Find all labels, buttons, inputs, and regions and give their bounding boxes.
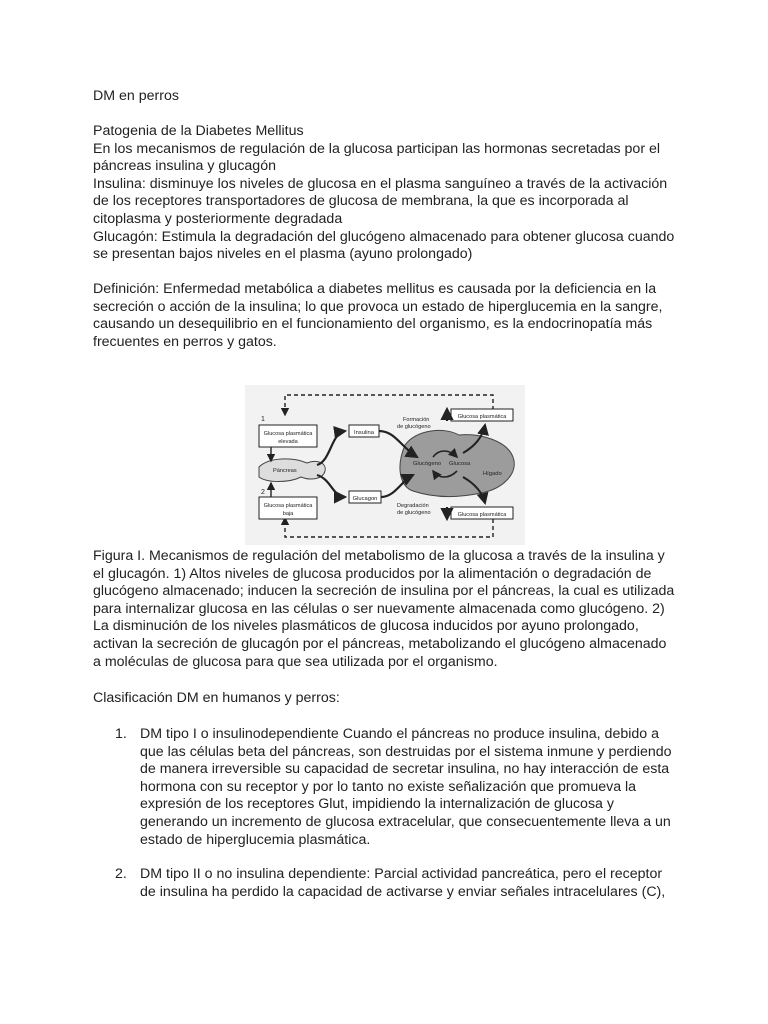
figure-caption bbox=[93, 548, 683, 671]
label-high-1: Glucosa plasmática bbox=[263, 431, 313, 437]
label-pancreas: Páncreas bbox=[273, 468, 297, 474]
label-formacion-2: de glucógeno bbox=[397, 424, 431, 430]
text-line: de insulina ha perdido la capacidad de activarse y enviar señales intracelulares (C), bbox=[140, 883, 666, 900]
label-degradacion-1: Degradación bbox=[397, 503, 429, 509]
label-plasma-down: Glucosa plasmática bbox=[457, 512, 507, 518]
text-line: secreción o acción de la insulina; lo que provoca un estado de hiperglucemia en la sangre, bbox=[93, 298, 663, 315]
text-line: que las células beta del páncreas, son destruidas por el sistema inmune y perdiendo bbox=[140, 743, 672, 760]
text-line: de manera irreversible su capacidad de secretar insulina, no hay interacción de esta bbox=[140, 761, 670, 778]
list-item bbox=[93, 866, 683, 901]
label-step-1: 1 bbox=[261, 416, 265, 423]
glucose-regulation-diagram bbox=[245, 385, 525, 545]
text-line: de los receptores transportadores de glucosa de membrana, la que es incorporada al bbox=[93, 193, 629, 210]
glucose-regulation-figure bbox=[245, 385, 525, 545]
label-high-2: elevada bbox=[278, 439, 298, 445]
text-line: expresión de los receptores Glut, impidiendo la internalización de glucosa y bbox=[140, 796, 614, 813]
text-line: frecuentes en perros y gatos. bbox=[93, 333, 277, 350]
text-line: Insulina: disminuye los niveles de glucosa en el plasma sanguíneo a través de la activación bbox=[93, 175, 668, 192]
text-line: causando un desequilibrio en el funcionamiento del organismo, es la endocrinopatía más bbox=[93, 316, 653, 333]
caption-line: a moléculas de glucosa para que sea utilizada por el organismo. bbox=[93, 653, 498, 670]
label-step-2: 2 bbox=[261, 489, 265, 496]
label-glucagon: Glucagon bbox=[352, 496, 378, 502]
caption-line: glucógeno almacenado; inducen la secreción de insulina por el páncreas, la cual es utilizada bbox=[93, 583, 675, 600]
list-number: 1. bbox=[115, 726, 127, 742]
text-line: DM tipo II o no insulina dependiente: Parcial actividad pancreática, pero el receptor bbox=[140, 866, 663, 883]
list-number: 2. bbox=[115, 866, 127, 883]
text-line: hormona con su receptor y por lo tanto no existe señalización que promueva la bbox=[140, 778, 637, 795]
caption-line: La disminución de los niveles plasmáticos de glucosa inducidos por ayuno prolongado, bbox=[93, 618, 639, 635]
text-line: páncreas insulina y glucagón bbox=[93, 158, 276, 175]
text-line: En los mecanismos de regulación de la glucosa participan las hormonas secretadas por el bbox=[93, 140, 661, 157]
text-line: generando un incremento de glucosa extracelular, que consecuentemente lleva a un bbox=[140, 813, 671, 830]
text-line: citoplasma y posteriormente degradada bbox=[93, 210, 343, 227]
label-insulina: Insulina bbox=[354, 430, 374, 436]
caption-line: para internalizar glucosa en las células o ser nuevamente almacenada como glucógeno. 2) bbox=[93, 600, 665, 617]
label-plasma-up: Glucosa plasmática bbox=[457, 414, 507, 420]
section-patogenia bbox=[93, 123, 683, 264]
section-heading: Patogenia de la Diabetes Mellitus bbox=[93, 123, 304, 139]
caption-line: el glucagón. 1) Altos niveles de glucosa producidos por la alimentación o degradación de bbox=[93, 565, 652, 582]
text-line: estado de hiperglucemia plasmática. bbox=[140, 831, 371, 848]
caption-line: Figura I. Mecanismos de regulación del metabolismo de la glucosa a través de la insulina y bbox=[93, 548, 665, 564]
text-line: Definición: Enfermedad metabólica a diabetes mellitus es causada por la deficiencia en la bbox=[93, 281, 657, 297]
label-higado: Hígado bbox=[483, 471, 502, 477]
text-line: DM tipo I o insulinodependiente Cuando el páncreas no produce insulina, debido a bbox=[140, 726, 659, 742]
label-formacion-1: Formación bbox=[403, 417, 430, 423]
classification-list bbox=[93, 726, 683, 901]
label-low-1: Glucosa plasmática bbox=[263, 503, 313, 509]
document-title: DM en perros bbox=[93, 88, 179, 104]
label-degradacion-2: de glucógeno bbox=[397, 510, 431, 516]
text-line: Glucagón: Estimula la degradación del glucógeno almacenado para obtener glucosa cuando bbox=[93, 228, 675, 245]
text-line: se presentan bajos niveles en el plasma (ayuno prolongado) bbox=[93, 246, 473, 263]
list-item bbox=[93, 726, 683, 849]
section-definicion bbox=[93, 281, 683, 351]
label-glucosa: Glucosa bbox=[449, 461, 471, 467]
label-glucogeno: Glucógeno bbox=[413, 461, 442, 467]
caption-line: activan la secreción de glucagón por el páncreas, metabolizando el glucógeno almacenado bbox=[93, 635, 667, 652]
classification-heading: Clasificación DM en humanos y perros: bbox=[93, 690, 340, 706]
label-low-2: baja bbox=[282, 511, 294, 517]
